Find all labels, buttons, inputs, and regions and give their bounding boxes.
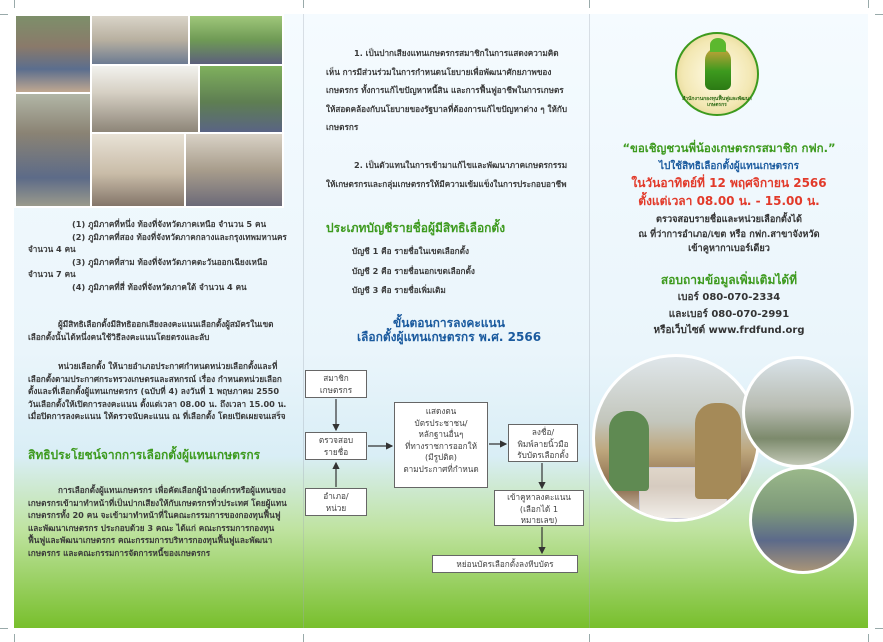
crop-mark [303,634,304,642]
invite-heading: “ขอเชิญชวนพี่น้องเกษตรกรสมาชิก กฟก.” [622,141,836,155]
official-figure-icon [695,403,741,499]
check-line: ณ ที่ว่าการอำเภอ/เขต หรือ กฟก.สาขาจังหวัด [638,228,820,240]
phone-1: เบอร์ 080-070-2334 [677,292,781,303]
region-item: (3) ภูมิภาคที่สาม ท้องที่จังหวัดภาคตะวันออกเฉียงเหนือ จำนวน 7 คน [28,256,268,280]
step-vote: เข้าคูหาลงคะแนน (เลือกได้ 1 หมายเลข) [494,490,584,526]
benefit-title: สิทธิประโยชน์จากการเลือกตั้งผู้แทนเกษตรกร [28,448,261,462]
election-time: ตั้งแต่เวลา 08.00 น. - 15.00 น. [638,194,820,208]
benefit-point-1: 1. เป็นปากเสียงแทนเกษตรกรสมาชิกในการแสดงความคิดเห็น การมีส่วนร่วมในการกำหนดนโยบายเพื่อพัฒนาศักยภาพของเกษตรกร ทั้งการแก้ไขปัญหาหนี้สิน และการฟื้นฟูอาชีพในการเกษตรให้สอดคล้องกับนโยบายของรัฐบาลที่ต้องการแก้ไขปัญหาต่าง ๆ ให้กับเกษตรกร [326,48,568,133]
invite-subtext: ไปใช้สิทธิเลือกตั้งผู้แทนเกษตรกร [659,161,799,172]
frdfund-logo [675,32,759,116]
voter-rights-paragraph: ผู้มีสิทธิเลือกตั้งมีสิทธิออกเสียงลงคะแนนเลือกตั้งผู้สมัครในเขตเลือกตั้งนั้นได้หนึ่งคนใช้วิธีลงคะแนนโดยตรงและลับ [28,319,274,342]
photo-circle-queue [749,466,857,574]
step-show-id: แสดงตน บัตรประชาชน/ หลักฐานอื่นๆ ที่ทางราชการออกให้ (มีรูปติด) ตามประกาศที่กำหนด [394,402,488,488]
crop-mark [14,0,15,8]
logo-caption: สำนักงานกองทุนฟื้นฟูและพัฒนาเกษตรกร [682,96,752,108]
step-member: สมาชิก เกษตรกร [305,370,367,398]
check-line: ตรวจสอบรายชื่อและหน่วยเลือกตั้งได้ [656,214,802,225]
crop-mark [14,634,15,642]
crop-mark [589,0,590,8]
crop-mark [868,634,869,642]
crop-mark [875,628,883,629]
contact-info [594,290,864,340]
steps-title-line-1: ขั้นตอนการลงคะแนน [393,316,505,330]
phone-2: และเบอร์ 080-070-2991 [668,308,790,320]
crop-mark [0,628,8,629]
steps-title-line-2: เลือกตั้งผู้แทนเกษตรกร พ.ศ. 2566 [356,330,542,344]
crop-mark [589,634,590,642]
step-district: อำเภอ/ หน่วย [305,488,367,516]
logo-figure-icon [705,48,731,90]
website: หรือเว็บไซต์ www.frdfund.org [653,325,805,336]
photo-circle-registration [742,356,854,468]
polling-unit-paragraph: หน่วยเลือกตั้ง ให้นายอำเภอประกาศกำหนดหน่วยเลือกตั้งและที่เลือกตั้งตามประกาศกระทรวงเกษตรและสหกรณ์ เรื่อง กำหนดหน่วยเลือกตั้งและที่เลือกตั้งผู้แทนเกษตรกร (ฉบับที่ 4) ลงวันที่ 1 พฤษภาคม 2550 วันเลือกตั้งให้เปิดการลงคะแนน ตั้งแต่เวลา 08.00 น. ถึงเวลา 15.00 น. เมื่อปิดการลงคะแนน ให้ตรวจนับคะแนน ณ ที่เลือกตั้ง โดยเปิดเผยจนเสร็จ [28,361,287,422]
voter-list-item: บัญชี 2 คือ รายชื่อนอกเขตเลือกตั้ง [352,265,475,276]
photo-circle-ballot-box [592,354,760,522]
step-sign: ลงชื่อ/ พิมพ์ลายนิ้วมือ รับบัตรเลือกตั้ง [508,424,578,462]
step-drop-ballot: หย่อนบัตรเลือกตั้งลงหีบบัตร [432,555,578,573]
contact-title: สอบถามข้อมูลเพิ่มเติมได้ที่ [660,273,798,287]
check-line: เข้าคูหากาเบอร์เดียว [688,243,770,254]
voter-figure-icon [609,411,649,491]
logo-sprout-icon [710,38,726,52]
region-item: (2) ภูมิภาคที่สอง ท้องที่จังหวัดภาคกลางและกรุงเทพมหานคร จำนวน 4 คน [28,231,287,255]
benefit-paragraph: การเลือกตั้งผู้แทนเกษตรกร เพื่อคัดเลือกผู้นำองค์กรหรือผู้แทนของเกษตรกรเข้ามาทำหน้าที่เป็นปากเสียงให้กับเกษตรกรทั่วประเทศ โดยผู้แทนเกษตรกรทั้ง 20 คน จะเข้ามาทำหน้าที่ในคณะกรรมการของกองทุนฟื้นฟูและพัฒนาเกษตรกร ประกอบด้วย 3 คณะ ได้แก่ คณะกรรมการกองทุนฟื้นฟูและพัฒนาเกษตรกร คณะกรรมการบริหารกองทุนฟื้นฟูและพัฒนาเกษตรกร และคณะกรรมการจัดการหนี้ของเกษตรกร [28,485,287,558]
region-item: (4) ภูมิภาคที่สี่ ท้องที่จังหวัดภาคใต้ จำนวน 4 คน [72,281,247,292]
crop-mark [0,14,8,15]
step-check-name: ตรวจสอบ รายชื่อ [305,432,367,460]
crop-mark [875,14,883,15]
voter-list-title: ประเภทบัญชีรายชื่อผู้มีสิทธิเลือกตั้ง [326,221,506,235]
check-instructions [594,213,864,257]
benefit-point-2: 2. เป็นตัวแทนในการเข้ามาแก้ไขและพัฒนาภาคเกษตรกรรม ให้เกษตรกรและกลุ่มเกษตรกรให้มีความเข้มแข็งในการประกอบอาชีพ [326,160,568,189]
voter-list-item: บัญชี 3 คือ รายชื่อเพิ่มเติม [352,285,446,295]
brochure-sheet [14,14,868,628]
election-date: ในวันอาทิตย์ที่ 12 พฤศจิกายน 2566 [631,176,827,190]
region-item: (1) ภูมิภาคที่หนึ่ง ท้องที่จังหวัดภาคเหนือ จำนวน 5 คน [72,219,267,229]
voter-list-item: บัญชี 1 คือ รายชื่อในเขตเลือกตั้ง [352,246,469,256]
crop-mark [303,0,304,8]
crop-mark [868,0,869,8]
